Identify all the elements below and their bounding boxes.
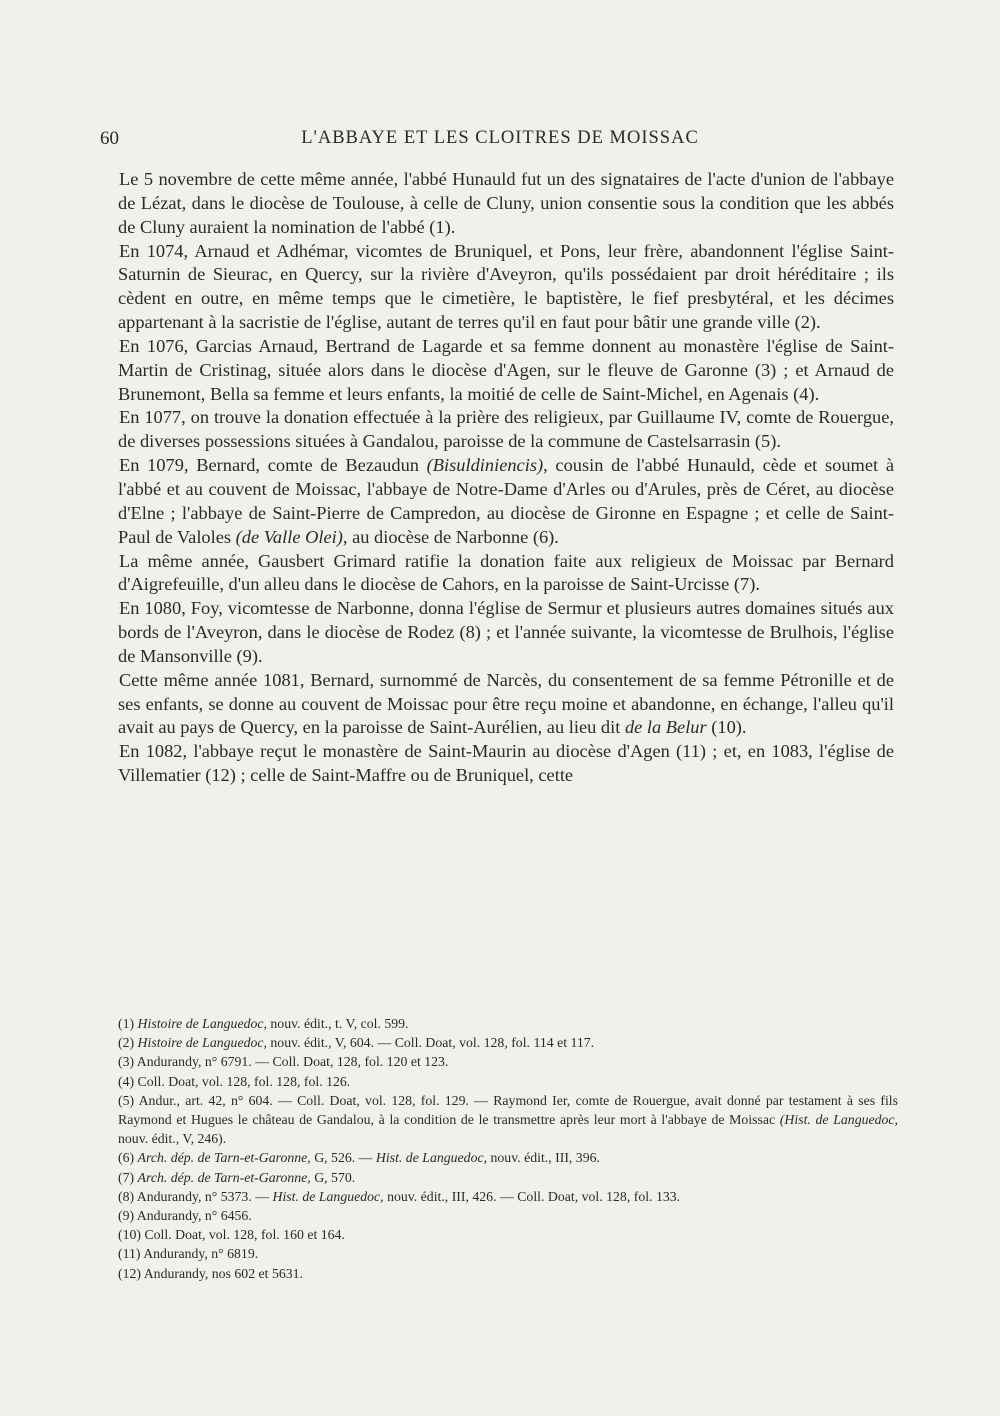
paragraph [118, 669, 894, 741]
paragraph [118, 240, 894, 335]
text-run: nouv. édit., III, 396. [487, 1150, 600, 1166]
footnote-number: (9) [118, 1208, 135, 1224]
text-run: nouv. édit., V, 604. — Coll. Doat, vol. 128, fol. 114 et 117. [266, 1035, 595, 1051]
text-run: Cette même année 1081, Bernard, surnommé de Narcès, du consentement de sa femme Pétronille et de ses enfants, se donne au couvent de Moissac pour être reçu moine et abandonne, en échange, l'alleu qu'il avait au pays de Quercy, en la paroisse de Saint-Aurélien, au lieu dit [118, 669, 894, 738]
text-run: nouv. édit., V, 246). [118, 1131, 227, 1147]
text-run: En 1077, on trouve la donation effectuée à la prière des religieux, par Guillaume IV, comte de Rouergue, de diverses possessions situées à Gandalou, paroisse de la commune de Castelsarrasin (5). [118, 407, 894, 452]
text-run: En 1080, Foy, vicomtesse de Narbonne, donna l'église de Sermur et plusieurs autres domaines situés aux bords de l'Aveyron, dans le diocèse de Rodez (8) ; et l'année suivante, la vicomtesse de Brulhois, l'église de Mansonville (9). [118, 598, 894, 666]
footnote [118, 1264, 898, 1283]
footnote [118, 1072, 898, 1091]
footnotes [118, 1014, 898, 1283]
footnote [118, 1052, 898, 1071]
footnote [118, 1148, 898, 1167]
footnote [118, 1225, 898, 1244]
footnote-number: (6) [118, 1150, 135, 1166]
paragraph [118, 406, 894, 454]
italic-text: (Bisuldiniencis) [426, 455, 544, 476]
page-header [100, 128, 900, 156]
text-run: Andurandy, n° 6791. — Coll. Doat, 128, fol. 120 et 123. [136, 1054, 449, 1070]
footnote-number: (1) [118, 1016, 135, 1031]
paragraph [118, 168, 894, 240]
paragraph [118, 454, 894, 549]
footnote-number: (10) [118, 1227, 141, 1243]
page-number: 60 [100, 128, 119, 149]
footnote [118, 1206, 898, 1225]
italic-text: (Hist. de Languedoc, [779, 1112, 898, 1128]
footnote-number: (8) [118, 1188, 135, 1204]
footnote [118, 1014, 898, 1033]
text-run: Andurandy, nos 602 et 5631. [143, 1265, 303, 1281]
footnote-number: (2) [118, 1035, 135, 1051]
text-run: Andurandy, n° 5373. — [136, 1188, 273, 1204]
paragraph [118, 550, 894, 598]
italic-text: Histoire de Languedoc, [137, 1016, 267, 1031]
footnote-number: (12) [118, 1265, 141, 1281]
footnote-number: (11) [118, 1246, 141, 1262]
italic-text: (de Valle Olei) [235, 526, 343, 547]
footnote-number: (5) [118, 1092, 135, 1108]
footnote-number: (3) [118, 1054, 135, 1070]
text-run: G, 570. [310, 1169, 356, 1185]
footnote [118, 1168, 898, 1187]
running-title: L'ABBAYE ET LES CLOITRES DE MOISSAC [301, 128, 699, 148]
text-run: Le 5 novembre de cette même année, l'abbé Hunauld fut un des signataires de l'acte d'union de l'abbaye de Lézat, dans le diocèse de Toulouse, à celle de Cluny, union consentie sous la condition que les abbés de Cluny auraient la nomination de l'abbé (1). [118, 169, 894, 237]
footnote-number: (4) [118, 1073, 135, 1089]
footnote [118, 1187, 898, 1206]
text-run: nouv. édit., III, 426. — Coll. Doat, vol. 128, fol. 133. [383, 1188, 681, 1204]
text-run: G, 526. — [310, 1150, 376, 1166]
text-run: (10). [706, 717, 747, 738]
text-run: , cousin de l'abbé Hunauld, cède et soumet à l'abbé et au couvent de Moissac, l'abbaye de Notre-Dame d'Arles ou d'Arules, près de Céret, au diocèse d'Elne ; l'abbaye de Saint-Pierre de Campredon, au diocèse de Gironne en Espagne ; et celle de Saint-Paul de Valoles [118, 455, 894, 547]
italic-text: de la Belur [624, 717, 707, 738]
text-run: Andurandy, n° 6819. [143, 1246, 259, 1262]
text-run: En 1082, l'abbaye reçut le monastère de Saint-Maurin au diocèse d'Agen (11) ; et, en 1083, l'église de Villematier (12) ; celle de Saint-Maffre ou de Bruniquel, cette [118, 741, 894, 786]
italic-text: Hist. de Languedoc, [272, 1188, 384, 1204]
italic-text: Arch. dép. de Tarn-et-Garonne, [137, 1150, 311, 1166]
text-run: En 1076, Garcias Arnaud, Bertrand de Lagarde et sa femme donnent au monastère l'église de Saint-Martin de Cristinag, située alors dans le diocèse d'Agen, sur le fleuve de Garonne (3) ; et Arnaud de Brunemont, Bella sa femme et leurs enfants, la moitié de celle de Saint-Michel, en Agenais (4). [118, 335, 894, 404]
text-run: En 1079, Bernard, comte de Bezaudun [119, 455, 427, 476]
paragraph [118, 740, 894, 788]
paragraph [118, 335, 894, 407]
italic-text: Arch. dép. de Tarn-et-Garonne, [137, 1169, 311, 1185]
text-run: , au diocèse de Narbonne (6). [342, 526, 559, 547]
footnote-number: (7) [118, 1169, 135, 1185]
main-text [118, 168, 894, 788]
text-run: Coll. Doat, vol. 128, fol. 128, fol. 126. [137, 1073, 351, 1089]
text-run: nouv. édit., t. V, col. 599. [266, 1016, 409, 1031]
footnote [118, 1091, 898, 1149]
footnote [118, 1033, 898, 1052]
text-run: La même année, Gausbert Grimard ratifie la donation faite aux religieux de Moissac par Bernard d'Aigrefeuille, d'un alleu dans le diocèse de Cahors, en la paroisse de Saint-Urcisse (7). [118, 550, 894, 595]
text-run: Andurandy, n° 6456. [136, 1208, 252, 1224]
footnote [118, 1244, 898, 1263]
paragraph [118, 597, 894, 669]
text-run: Andur., art. 42, n° 604. — Coll. Doat, vol. 128, fol. 129. — Raymond Ier, comte de Rouergue, avait donné par testament à ses fils Raymond et Hugues le château de Gandalou, à la condition de le transmettre après leur mort à l'abbaye de Moissac [118, 1092, 898, 1128]
italic-text: Histoire de Languedoc, [137, 1035, 267, 1051]
text-run: Coll. Doat, vol. 128, fol. 160 et 164. [144, 1227, 345, 1243]
text-run: En 1074, Arnaud et Adhémar, vicomtes de Bruniquel, et Pons, leur frère, abandonnent l'église Saint-Saturnin de Sieurac, en Quercy, sur la rivière d'Aveyron, qu'ils possédaient par droit héréditaire ; ils cèdent en outre, en même temps que le cimetière, le baptistère, le fief presbytéral, et les décimes appartenant à la sacristie de l'église, autant de terres qu'il en faut pour bâtir une grande ville (2). [118, 240, 894, 333]
italic-text: Hist. de Languedoc, [375, 1150, 488, 1166]
